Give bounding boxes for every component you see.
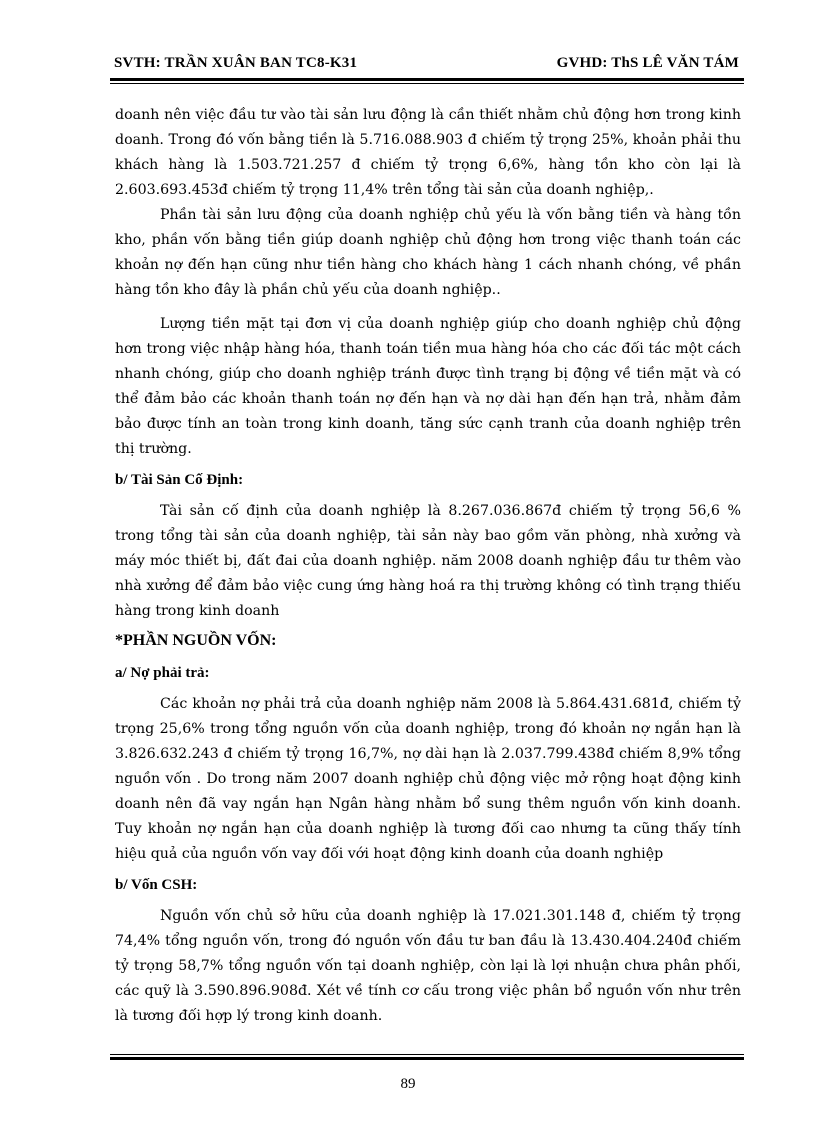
supervisor-info: GVHD: ThS LÊ VĂN TÁM xyxy=(556,55,739,71)
footer-rule-thin xyxy=(110,1054,744,1055)
paragraph-owners-equity: Nguồn vốn chủ sở hữu của doanh nghiệp là 17.021.301.148 đ, chiếm tỷ trọng 74,4% tổng nguồn vốn, trong đó nguồn vốn đầu tư ban đầu là 13.430.404.240đ chiếm tỷ trọng 58,7% tổng nguồn vốn tại doanh nghiệp, còn lại là lợi nhuận chưa phân phối, các quỹ là 3.590.896.908đ. Xét về tính cơ cấu trong việc phân bổ nguồn vốn như trên là tương đối hợp lý trong kinh doanh. xyxy=(115,908,741,1024)
page-body xyxy=(115,103,741,1029)
heading-liabilities: a/ Nợ phải trả: xyxy=(115,665,210,681)
heading-capital-sources: *PHẦN NGUỒN VỐN: xyxy=(115,632,277,649)
header-rule-thick xyxy=(110,78,744,81)
paragraph-current-assets-composition: Phần tài sản lưu động của doanh nghiệp chủ yếu là vốn bằng tiền và hàng tồn kho, phần vốn bằng tiền giúp doanh nghiệp chủ động hơn trong việc thanh toán các khoản nợ đến hạn cũng như tiền hàng cho khách hàng 1 cách nhanh chóng, về phần hàng tồn kho đây là phần chủ yếu của doanh nghiệp.. xyxy=(115,207,741,298)
header-rule-thin xyxy=(110,83,744,84)
footer-rule-thick xyxy=(110,1057,744,1060)
page-header xyxy=(114,55,739,77)
paragraph-fixed-assets: Tài sản cố định của doanh nghiệp là 8.267.036.867đ chiếm tỷ trọng 56,6 % trong tổng tài sản của doanh nghiệp, tài sản này bao gồm văn phòng, nhà xưởng và máy móc thiết bị, đất đai của doanh nghiệp. năm 2008 doanh nghiệp đầu tư thêm vào nhà xưởng để đảm bảo việc cung ứng hàng hoá ra thị trường không có tình trạng thiếu hàng trong kinh doanh xyxy=(115,503,741,619)
student-info: SVTH: TRẦN XUÂN BAN TC8-K31 xyxy=(114,55,358,71)
paragraph-liabilities: Các khoản nợ phải trả của doanh nghiệp năm 2008 là 5.864.431.681đ, chiếm tỷ trọng 25,6% trong tổng nguồn vốn của doanh nghiệp, trong đó khoản nợ ngắn hạn là 3.826.632.243 đ chiếm tỷ trọng 16,7%, nợ dài hạn là 2.037.799.438đ chiếm 8,9% tổng nguồn vốn . Do trong năm 2007 doanh nghiệp chủ động việc mở rộng hoạt động kinh doanh nên đã vay ngắn hạn Ngân hàng nhằm bổ sung thêm nguồn vốn kinh doanh. Tuy khoản nợ ngắn hạn của doanh nghiệp là tương đối cao nhưng ta cũng thấy tính hiệu quả của nguồn vốn vay đối với hoạt động kinh doanh của doanh nghiệp xyxy=(115,696,741,862)
page-number: 89 xyxy=(400,1076,416,1092)
heading-owners-equity: b/ Vốn CSH: xyxy=(115,877,198,893)
paragraph-cash: Lượng tiền mặt tại đơn vị của doanh nghiệp giúp cho doanh nghiệp chủ động hơn trong việc nhập hàng hóa, thanh toán tiền mua hàng hóa cho các đối tác một cách nhanh chóng, giúp cho doanh nghiệp tránh được tình trạng bị động về tiền mặt và có thể đảm bảo các khoản thanh toán nợ đến hạn và nợ dài hạn đến hạn trả, nhằm đảm bảo được tính an toàn trong kinh doanh, tăng sức cạnh tranh của doanh nghiệp trên thị trường. xyxy=(115,316,741,457)
paragraph-current-assets: doanh nên việc đầu tư vào tài sản lưu động là cần thiết nhằm chủ động hơn trong kinh doanh. Trong đó vốn bằng tiền là 5.716.088.903 đ chiếm tỷ trọng 25%, khoản phải thu khách hàng là 1.503.721.257 đ chiếm tỷ trọng 6,6%, hàng tồn kho còn lại là 2.603.693.453đ chiếm tỷ trọng 11,4% trên tổng tài sản của doanh nghiệp,. xyxy=(115,107,741,198)
heading-fixed-assets: b/ Tài Sản Cố Định: xyxy=(115,472,244,488)
